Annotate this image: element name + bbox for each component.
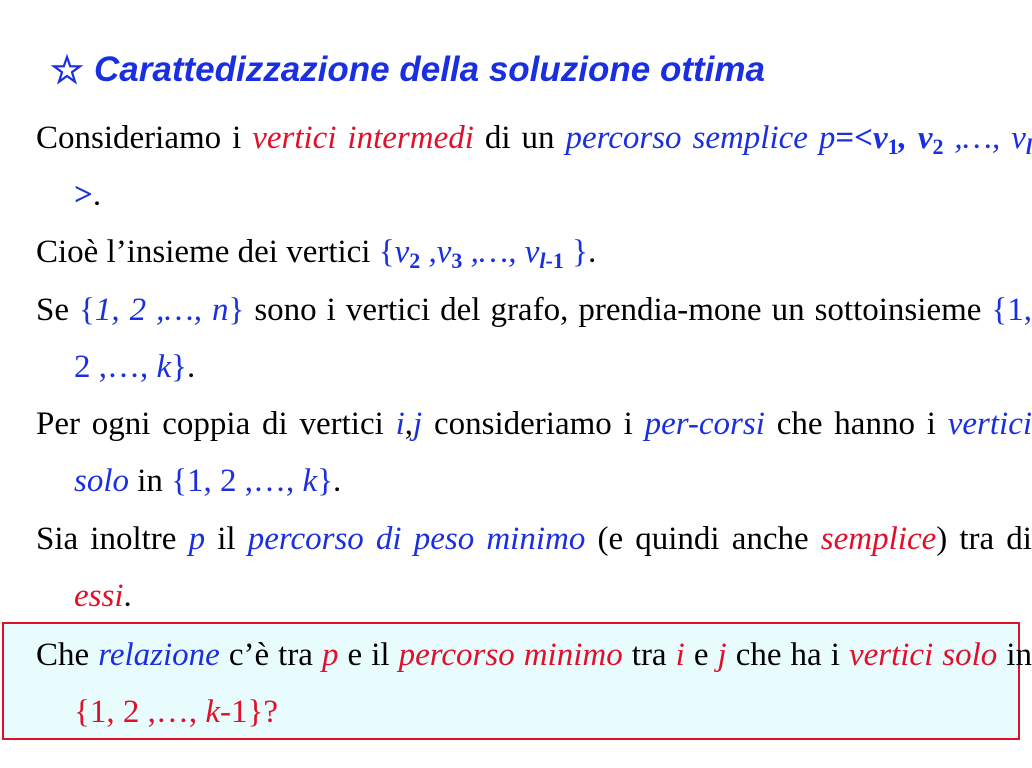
star-outline-icon	[52, 48, 82, 100]
paragraph-insieme-vertici: Cioè l’insieme dei vertici {$v_2$ $,v_3$ ,…, $v_{l-1}$ }.	[36, 234, 597, 273]
paragraph-sottoinsieme: Se {1, 2 ,…, n} sono i vertici del grafo, prendia-mone un sottoinsieme {1, 2 ,…, k}.	[36, 292, 1032, 385]
paragraph-coppia-vertici: Per ogni coppia di vertici i,j consideriamo i per-corsi che hanno i vertici solo in {1, 2 ,…, k}.	[36, 406, 1032, 499]
slide-title	[52, 44, 1012, 100]
paragraph-vertici-intermedi: Consideriamo i vertici intermedi di un percorso semplice $p=<v_1$, $v_2$ ,…, $v_l$ >.	[36, 120, 1032, 213]
slide-title-text: Carattedizzazione della soluzione ottima	[94, 50, 765, 89]
paragraph-percorso-peso-minimo: Sia inoltre p il percorso di peso minimo (e quindi anche semplice) tra di essi.	[36, 521, 1032, 614]
paragraph-question: Che relazione c’è tra p e il percorso minimo tra i e j che ha i vertici solo in {1, 2 ,…, k-1}?	[36, 637, 1032, 730]
